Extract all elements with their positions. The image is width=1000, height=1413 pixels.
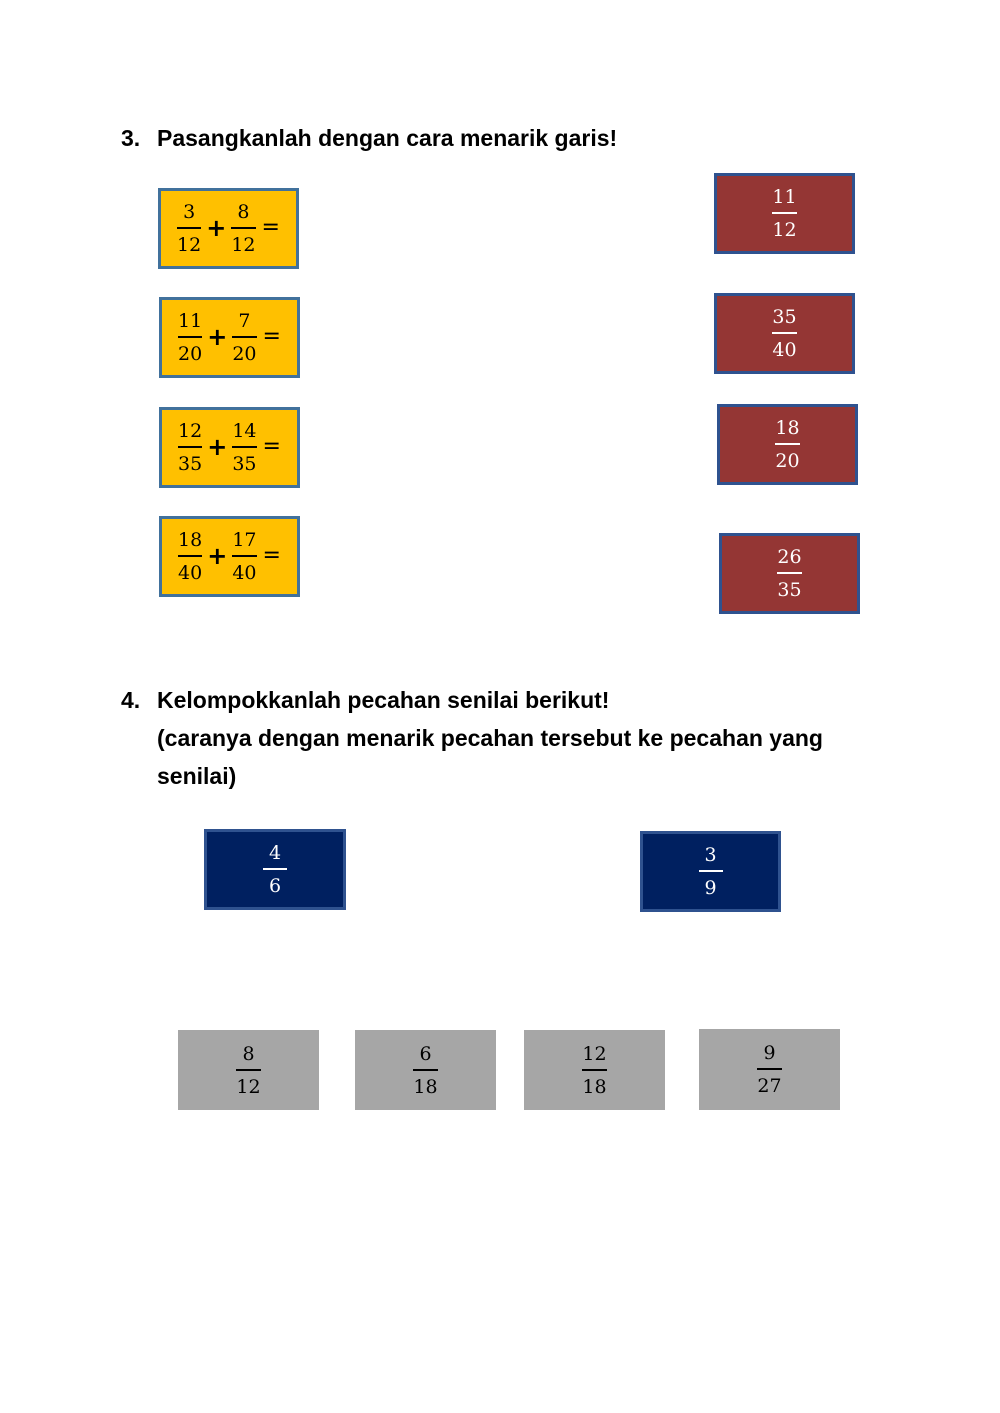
q4-target-1[interactable] xyxy=(204,829,346,910)
q3-left-item-2[interactable] xyxy=(159,297,300,378)
equals-sign: = xyxy=(261,215,280,240)
fraction: $\frac{3}{9}$ xyxy=(699,844,723,899)
q3-right-item-4[interactable] xyxy=(719,533,860,614)
fraction: $\frac{9}{27}$ xyxy=(757,1042,782,1097)
fraction: $\frac{11}{20}$ xyxy=(178,310,203,365)
fraction: $\frac{8}{12}$ xyxy=(236,1042,261,1098)
q3-left-item-1[interactable] xyxy=(158,188,299,269)
q4-heading xyxy=(121,681,861,795)
fraction: $\frac{11}{12}$ xyxy=(772,186,797,241)
fraction: $\frac{17}{40}$ xyxy=(232,529,257,584)
q4-draggable-3[interactable] xyxy=(524,1030,665,1110)
fraction: $\frac{6}{18}$ xyxy=(413,1042,438,1098)
q4-title-line2: (caranya dengan menarik pecahan tersebut ke pecahan yang xyxy=(157,725,823,751)
fraction: $\frac{18}{20}$ xyxy=(775,417,800,472)
q4-draggable-2[interactable] xyxy=(355,1030,496,1110)
q3-right-item-2[interactable] xyxy=(714,293,855,374)
plus-sign: + xyxy=(206,213,227,242)
fraction: $\frac{12}{18}$ xyxy=(582,1042,607,1098)
q4-number: 4. xyxy=(121,687,141,713)
q3-left-item-4[interactable] xyxy=(159,516,300,597)
q4-draggable-1[interactable] xyxy=(178,1030,319,1110)
q3-heading xyxy=(121,119,821,157)
fraction: $\frac{3}{12}$ xyxy=(177,201,202,256)
q4-draggable-4[interactable] xyxy=(699,1029,840,1110)
q4-title-line3: senilai) xyxy=(157,763,237,789)
q3-right-item-3[interactable] xyxy=(717,404,858,485)
q4-title-line1: Kelompokkanlah pecahan senilai berikut! xyxy=(157,687,610,713)
plus-sign: + xyxy=(207,432,228,461)
plus-sign: + xyxy=(207,541,228,570)
equals-sign: = xyxy=(262,543,281,568)
plus-sign: + xyxy=(207,322,228,351)
fraction: $\frac{12}{35}$ xyxy=(178,420,203,475)
fraction: $\frac{4}{6}$ xyxy=(263,842,287,897)
equals-sign: = xyxy=(262,324,281,349)
q3-right-item-1[interactable] xyxy=(714,173,855,254)
fraction: $\frac{18}{40}$ xyxy=(178,529,203,584)
fraction: $\frac{35}{40}$ xyxy=(772,306,797,361)
fraction: $\frac{8}{12}$ xyxy=(231,201,256,256)
fraction: $\frac{14}{35}$ xyxy=(232,420,257,475)
q3-title: Pasangkanlah dengan cara menarik garis! xyxy=(157,125,618,151)
equals-sign: = xyxy=(262,434,281,459)
q3-left-item-3[interactable] xyxy=(159,407,300,488)
q3-number: 3. xyxy=(121,125,141,151)
q4-target-2[interactable] xyxy=(640,831,781,912)
fraction: $\frac{26}{35}$ xyxy=(777,546,802,601)
fraction: $\frac{7}{20}$ xyxy=(232,310,257,365)
